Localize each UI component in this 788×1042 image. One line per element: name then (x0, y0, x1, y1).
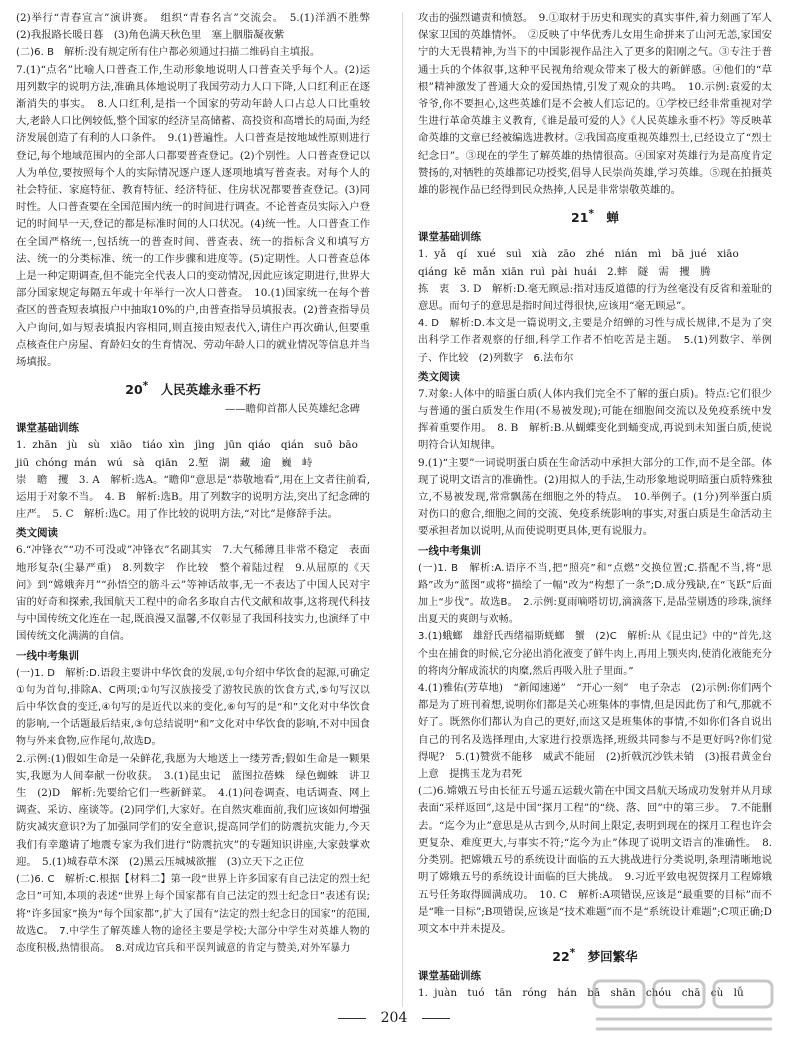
answer-explanation: (二)6. B 解析:没有规定所有住户都必须通过扫描二维码自主填报。 (16, 47, 321, 59)
pinyin-line: qiáng kē mǎn xiān ruì pài huái 2.蟀 隧 需 攫 腾 (418, 265, 711, 278)
answer-paragraph: 7.(1)“点名”比喻人口普查工作,生动形象地说明人口普查关乎每个人。(2)运用列数字的说明方法,准确具体地说明了我国劳动力人口下降,人口红利正在逐渐消失的事实。 8.人口红利,是指一个国家的劳动年龄人口占总人口比重较大,老龄人口比例较低,整个国家的经济呈高储蓄、高投资和高增长的局面,为经济发展创造了有利的人口条件。 9.(1)普遍性。人口普查是按地域性原则进行登记,每个地域范围内的全部人口都要普查登记。(2)个别性。人口普查登记以人为单位,要按照每个人的实际情况逐户逐人逐项地填写普查表。对每个人的社会特征、家庭特征、教育特征、经济特征、住房状况都要普查登记。(3)同时性。人口普查要在全国范围内统一的时间进行调查。不论普查员实际入户登记的时间早一天,登记的都是标准时间的人口状况。(4)统一性。人口普查工作在全国严格统一,包括统一的普查时间、普查表、统一的指标含义和填写方法、统一的分类标准、统一的工作步骤和进度等。(5)定期性。人口普查总体上是一种定期调查,但不能完全代表人口的变动情况,因此应该定期进行,世界大部分国家规定每隔五年或十年举行一次人口普查。 10.(1)国家统一在每个普查区的普查短表填报户中抽取10%的户,由普查指导员填报表。(2)普查指导员入户询问,如与短表填报内容相同,则直接由短表代入,请住户再次确认,但要重点核查住户房屋、育龄妇女的生育情况、劳动年龄人口的就业情况等信息并当场填报。 (16, 63, 370, 369)
lesson-heading (418, 205, 772, 227)
answer-paragraph: 9.(1)“主要”一词说明蛋白质在生命活动中承担大部分的工作,而不是全部。体现了说明文语言的准确性。(2)用拟人的手法,生动形象地说明暗蛋白质特殊独立,不易被发现,常常飘荡在细胞之外的特点。 10.举例子。(1分)列举蛋白质对伤口的愈合,细胞之间的交流、免疫系统影响的事实,对蛋白质是生命活动主要承担者加以说明,从而使说明更具体,更有说服力。 (418, 456, 772, 538)
pinyin-line: jiū chóng mán wú sà qiān 2.堑 湖 藏 逾 巍 峙 (16, 456, 313, 469)
page-number-dash-right (422, 1018, 450, 1019)
section-heading: 一线中考集训 (418, 544, 481, 557)
section-heading: 课堂基础训练 (418, 970, 481, 983)
answer-paragraph: 拣 衷 3. D 解析:D.毫无顾忌:指对违反道德的行为丝毫没有反省和羞耻的意思。而句子的意思是指时间过得很快,应该用“毫无顾忌”。 (418, 282, 772, 312)
answer-paragraph: 4.(1)雅佑(芳草地) “新闻速递” “开心一刻” 电子杂志 (2)示例:你们两个都是为了班刊着想,说明你们都是关心班集体的事情,但是因此伤了和气,那就不好了。既然你们都认为自己的更好,而这又是班集体的事情,不如你们各自说出自己的刊名及选择理由,大家进行投票选择,班级共同参与不是更好吗?你们觉得呢? 5.(1)赞赏不能移 威武不能屈 (2)折戟沉沙铁未销 (3)报君黄金台上意 提携玉龙为君死 (418, 682, 772, 781)
column-divider (402, 12, 403, 1007)
answer-paragraph: 崇 瞻 攫 3. A 解析:选A。“瞻仰”意思是“恭敬地看”,用在上文者往前看,运用于对象不当。 4. B 解析:选B。用了列数字的说明方法,突出了纪念碑的庄严。 5. C 解析:选C。用了作比较的说明方法,“对比”是修辞手法。 (16, 473, 370, 521)
answer-explanation: (一)1. B 解析:A.语序不当,把“照亮”和“点燃”交换位置;C.搭配不当,将“思路”改为“蓝图”或将“描绘了一幅”改为“构想了一条”;D.成分残缺,在“飞跃”后面加上“步伐”。故选B。 2.示例:夏雨嘀嗒切切,滴滴落下,是晶莹剔透的珍珠,演绎出夏天的爽朗与欢畅。 (418, 562, 772, 626)
lesson-title: 蝉 (606, 210, 619, 226)
answer-paragraph: 攻击的强烈谴责和愤怒。 9.①取材于历史和现实的真实事件,着力刻画了军人保家卫国的英雄情怀。 ②反映了中华优秀儿女用生命拼来了山河无恙,家国安宁的大无畏精神,为当下的中国影视作品注入了更多的阳刚之气。③专注于普通士兵的个体叙事,这种平民视角给观众带来了极大的新鲜感。④他们的“草根”精神激发了普通大众的爱国热情,引发了观众的共鸣。 10.示例:袁爱的太爷爷,你不要担心,这些英雄们是不会被人们忘记的。①学校已经非常重视对学生进行革命英雄主义教育,《谁是最可爱的人》《人民英雄永垂不朽》等反映革命英雄的文章已经被编选进教材。②我国高度重视英雄烈士,已经设立了“烈士纪念日”。③现在的学生了解英雄的热情很高。④国家对英雄行为是高度肯定赞扬的,对牺牲的英雄都记功授奖,倡导人民崇尚英雄,学习英雄。⑤现在拍摄英雄的影视作品已经得到民众热捧,人民是非常崇敬英雄的。 (418, 12, 772, 197)
lesson-number: 22 (552, 949, 570, 965)
answer-explanation: 4. D 解析:D.本文是一篇说明文,主要是介绍蝉的习性与成长规律,不是为了突出科学工作者观察的仔细,科学工作者不怕吃苦是主题。 5.(1)列数字、举例子、作比较 (2)列数字 6.法布尔 (418, 318, 772, 364)
lesson-heading (16, 377, 370, 399)
answer-paragraph: (二)6.嫦娥五号由长征五号遥五运载火箭在中国文昌航天场成功发射并从月球表面“采样返回”,这是中国“探月工程”的“绕、落、回”中的第三步。 7.不能删去。“迄今为止”意思是从古到今,从时间上限定,表明到现在的探月工程也许会更复杂、难度更大,与事实不符;“迄今为止”体现了说明文语言的准确性。 8.分类别。把嫦娥五号的系统设计面临的五大挑战进行分类说明,条理清晰地说明了嫦娥五号的系统设计面临的巨大挑战。 9.习近平致电祝贺探月工程嫦娥五号任务取得圆满成功。 10. C 解析:A项错误,应该是“最重要的目标”而不是“唯一目标”;B项错误,应该是“技术难题”而不是“系统设计难题”;C项正确;D项文本中并未提及。 (418, 785, 772, 935)
answer-explanation: (一)1. D 解析:D.语段主要讲中华饮食的发展,①句介绍中华饮食的起源,可确定①句为首句,排除A、C两项;①句写汉族接受了游牧民族的饮食方式,⑤句写汉以后中华饮食的变迁,④句写的是近代以来的变化,⑥句写的是“和”文化对中华饮食的影响,一个话题最后结束,③句总结说明“和”文化对中华饮食的影响,不对中国食物与外来食物,应作尾句,故选D。 (16, 667, 370, 748)
answer-paragraph: 2.示例:(1)假如生命是一朵鲜花,我愿为大地送上一缕芳香;假如生命是一颗果实,我愿为人间奉献一份收获。 3.(1)昆虫记 蓝图拉蓓蛛 绿色蜘蛛 讲卫生 (2)D 解析:先要给它们一些新鲜菜。 4.(1)问卷调查、电话调查、网上调查、采访、座谈等。(2)同学们,大家好。在自然灾难面前,我们应该如何增强防灾减灾意识?为了加强同学们的安全意识,提高同学们的防震抗灾能力,今天我们有幸邀请了地震专家为我们进行“防震抗灾”的专题知识讲座,大家鼓掌欢迎。 5.(1)城春草木深 (2)黑云压城城欲摧 (3)立天下之正位 (16, 752, 370, 868)
lesson-number: 21 (571, 210, 589, 226)
pinyin-line: 1. yǎ qí xué suì xià zāo zhé nián mì bā jué xiāo (418, 248, 739, 261)
answer-paragraph: 6.“冲锋衣”“功不可没或”冲锋衣”名副其实 7.大气稀薄且非常不稳定 表面地形复杂(尘暴严重) 8.列数字 作比较 整个着陆过程 9.从屈原的《天问》到“嫦娥奔月”“孙悟空的筋斗云”等神话故事,无一不表达了中国人民对宇宙的好奇和探索,我国航天工程中的命名多取自古代文献和故事,这将现代科技与中国传统文化连在一起,既浪漫又温馨,不仅彰显了我国科技实力,也演绎了中国传统文化满满的自信。 (16, 544, 370, 643)
lesson-asterisk-mark: * (588, 208, 594, 221)
pinyin-line: 1. zhān jù sù xiāo tiáo xìn jìng jūn qiáo qián suō bāo (16, 439, 358, 452)
pinyin-line: 1. juàn tuó tān róng hán bā shān chóu chā cù lǚ (418, 987, 744, 1000)
section-heading: 类文阅读 (418, 370, 460, 383)
lesson-heading (418, 944, 772, 966)
left-column (16, 10, 381, 957)
lesson-title: 梦回繁华 (587, 949, 638, 965)
right-column (418, 10, 772, 1002)
page-number-text: 204 (380, 1010, 408, 1026)
lesson-number: 20 (125, 382, 143, 398)
section-heading: 课堂基础训练 (418, 231, 481, 244)
section-heading: 类文阅读 (16, 527, 58, 540)
section-heading: 一线中考集训 (16, 649, 79, 662)
watermark-logo (590, 975, 780, 1037)
lesson-asterisk-mark: * (142, 380, 149, 393)
section-heading: 课堂基础训练 (16, 422, 79, 435)
lesson-asterisk-mark: * (569, 947, 576, 960)
page-number-dash-left (338, 1018, 366, 1019)
answer-explanation: (二)6. C 解析:C.根据【材料二】第一段“世界上许多国家有自己法定的烈士纪念日”可知,本项的表述“世界上每个国家都有自己法定的烈士纪念日”表述有误;将“许多国家”换为“每个国家都”,扩大了国有“法定的烈士纪念日的国家”的范围,故选C。 7.中学生了解英雄人物的途径主要是学校;大部分中学生对英雄人物的态度积极,热情很高。 8.对成边官兵和平误判诚意的肯定与赞美,对外军暴力 (16, 874, 370, 954)
lesson-subtitle: ——瞻仰首都人民英雄纪念碑 (224, 403, 360, 416)
lesson-title: 人民英雄永垂不朽 (160, 382, 261, 398)
answer-paragraph: 7.对象:人体中的暗蛋白质(人体内我们完全不了解的蛋白质)。特点:它们很少与普通的蛋白质发生作用(不易被发现);可能在细胞间交流以及免疫系统中发挥着重要作用。 8. B 解析:B.从蝴蝶变化到蛹变成,再说到未知蛋白质,使说明符合认知规律。 (418, 387, 772, 452)
answer-explanation: 3.(1)蛾螂 雄舒氏西绪福斯蜣螂 蟹 (2)C 解析:从《昆虫记》中的“首先,这个虫在捕食的时候,它分泌出消化液变了鲜牛肉上,再用上颚夹肉,使消化液能充分的将肉分解成流状的肉糜,然后再吸入肚子里面。” (418, 631, 772, 677)
answer-paragraph: (2)举行“青春宣言”演讲赛。 组织“青春名言”交流会。 5.(1)洋洒不胜弊 (2)我报路长暖日暮 (3)角色满天秋色里 塞上胭脂凝夜紫 (16, 12, 381, 42)
